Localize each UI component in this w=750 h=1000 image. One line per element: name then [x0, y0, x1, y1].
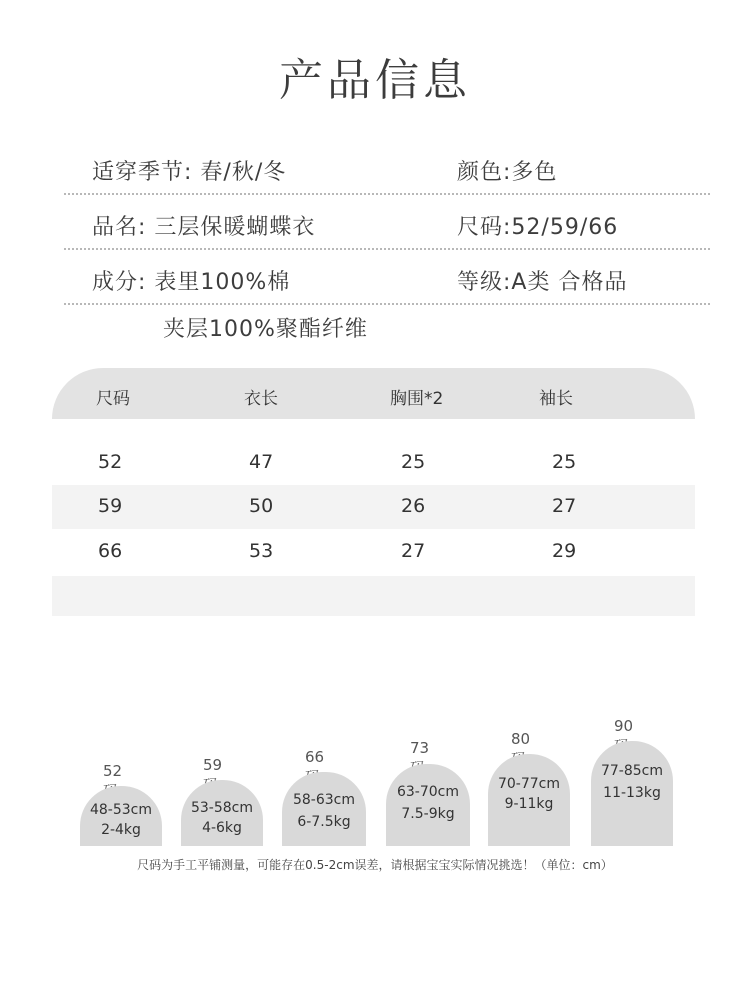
size-label: 90 — [614, 717, 634, 735]
table-cell: 29 — [552, 540, 577, 562]
size-weight: 6-7.5kg — [297, 814, 351, 830]
dotted-divider — [64, 303, 710, 305]
size-label: 73 — [410, 739, 430, 757]
size-weight: 2-4kg — [101, 822, 141, 838]
size-box — [591, 741, 673, 846]
table-cell: 25 — [401, 451, 426, 473]
table-row — [52, 485, 695, 529]
name-text: 品名: 三层保暖蝴蝶衣 — [92, 215, 316, 240]
size-weight: 7.5-9kg — [401, 806, 455, 822]
size-box — [80, 786, 162, 846]
table-cell: 25 — [552, 451, 577, 473]
page-title: 产品信息 — [279, 55, 471, 106]
measurement-note: 尺码为手工平铺测量，可能存在0.5-2cm误差，请根据宝宝实际情况挑选！（单位：cm） — [137, 858, 613, 872]
material-extra-text: 夹层100%聚酯纤维 — [163, 317, 368, 342]
size-weight: 11-13kg — [603, 785, 661, 801]
header-length: 衣长 — [244, 389, 278, 409]
table-cell: 27 — [401, 540, 426, 562]
dotted-divider — [64, 193, 710, 195]
size-range: 58-63cm — [292, 792, 355, 808]
size-box — [282, 772, 366, 846]
material-text: 成分: 表里100%棉 — [92, 270, 291, 295]
header-sleeve: 袖长 — [539, 389, 573, 409]
info-row-material — [92, 265, 682, 305]
color-text: 颜色:多色 — [457, 160, 558, 185]
info-row-season — [92, 155, 682, 195]
info-row-name — [92, 210, 682, 250]
size-weight: 9-11kg — [504, 796, 554, 812]
table-cell: 47 — [249, 451, 274, 473]
table-cell: 27 — [552, 495, 577, 517]
table-empty-row — [52, 576, 695, 616]
size-box — [181, 780, 263, 846]
size-range: 48-53cm — [89, 802, 152, 818]
size-box — [386, 764, 470, 846]
size-box — [488, 754, 570, 846]
season-text: 适穿季节: 春/秋/冬 — [92, 160, 287, 185]
table-cell: 50 — [249, 495, 274, 517]
size-range: 53-58cm — [190, 800, 253, 816]
table-row — [52, 441, 695, 485]
size-range: 77-85cm — [600, 763, 663, 779]
header-chest: 胸围*2 — [390, 389, 444, 409]
grade-text: 等级:A类 合格品 — [457, 270, 628, 295]
table-cell: 52 — [98, 451, 123, 473]
dotted-divider — [64, 248, 710, 250]
size-label: 52 — [103, 762, 123, 780]
size-label: 59 — [203, 756, 223, 774]
size-range: 70-77cm — [497, 776, 560, 792]
size-table-header — [52, 368, 695, 419]
size-label: 80 — [511, 730, 531, 748]
table-cell: 66 — [98, 540, 123, 562]
table-cell: 26 — [401, 495, 426, 517]
header-size: 尺码 — [96, 389, 130, 409]
table-row — [52, 530, 695, 574]
table-cell: 53 — [249, 540, 274, 562]
table-cell: 59 — [98, 495, 123, 517]
sizes-text: 尺码:52/59/66 — [457, 215, 619, 240]
size-range: 63-70cm — [396, 784, 459, 800]
size-weight: 4-6kg — [202, 820, 242, 836]
size-label: 66 — [305, 748, 325, 766]
